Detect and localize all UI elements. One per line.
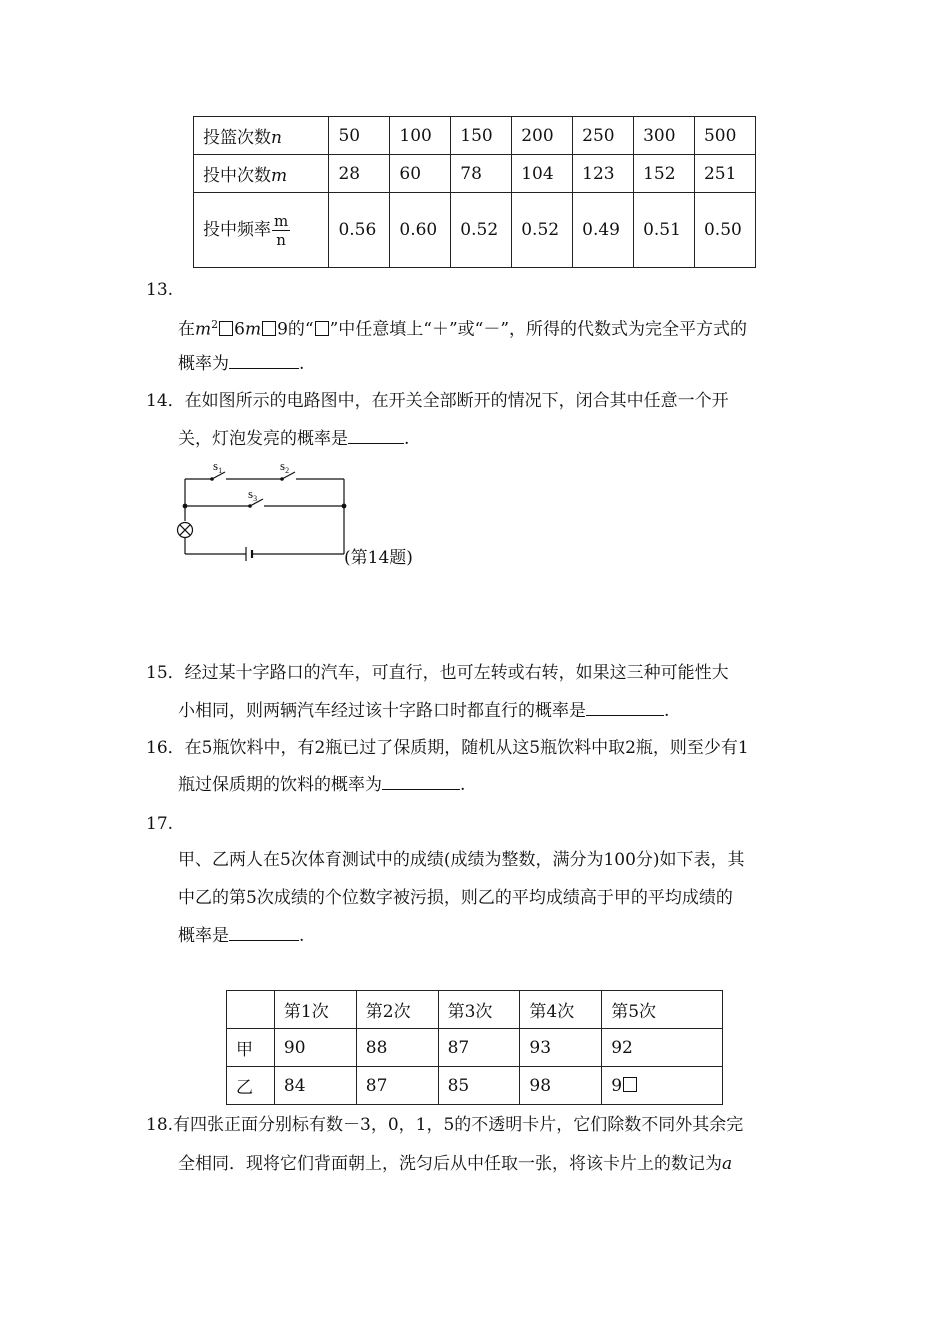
table-cell: 0.52 (451, 193, 512, 268)
question-15-line1: 15．经过某十字路口的汽车，可直行，也可左转或右转，如果这三种可能性大 (146, 663, 729, 683)
table-cell: 0.50 (694, 193, 755, 268)
table-cell: 100 (390, 117, 451, 155)
figure-14-caption: (第14题) (344, 548, 413, 568)
table-row (227, 1067, 723, 1105)
blank-box (315, 321, 329, 336)
table-cell: 0.49 (573, 193, 634, 268)
header-cell: 第4次 (520, 991, 602, 1029)
table-cell: 85 (438, 1067, 520, 1105)
question-17-line1: 甲、乙两人在5次体育测试中的成绩(成绩为整数，满分为100分)如下表，其 (178, 850, 745, 870)
question-17-number: 17. (146, 814, 174, 834)
table-header-row (227, 991, 723, 1029)
table-cell: 251 (694, 155, 755, 193)
answer-blank (382, 773, 460, 790)
answer-blank (348, 427, 404, 444)
question-16-line1: 16．在5瓶饮料中，有2瓶已过了保质期，随机从这5瓶饮料中取2瓶，则至少有1 (146, 738, 749, 758)
smudged-digit-box (623, 1077, 637, 1092)
switch-s1-label: $s_1$ (213, 458, 223, 475)
table-cell: 500 (694, 117, 755, 155)
circuit-diagram (170, 458, 360, 568)
answer-blank (229, 352, 299, 369)
junction-dot (183, 504, 188, 509)
table-row (227, 1029, 723, 1067)
question-18-line2: 全相同．现将它们背面朝上，洗匀后从中任取一张，将该卡片上的数记为a (178, 1154, 733, 1174)
question-17-line3: 概率是 . (178, 926, 305, 946)
table-cell: 28 (329, 155, 390, 193)
table-cell: 150 (451, 117, 512, 155)
table-cell: 88 (356, 1029, 438, 1067)
blank-box (262, 321, 276, 336)
table-cell: 87 (356, 1067, 438, 1105)
battery-icon (246, 547, 252, 561)
fraction-m-over-n: $\frac{m}{n}$ (274, 211, 289, 249)
table-cell: 123 (573, 155, 634, 193)
question-16-line2: 瓶过保质期的饮料的概率为 . (178, 775, 466, 795)
table-row (194, 193, 756, 268)
question-18-line1: 18.有四张正面分别标有数－3，0，1，5的不透明卡片，它们除数不同外其余完 (146, 1115, 744, 1135)
table-cell: 0.60 (390, 193, 451, 268)
header-cell: 第3次 (438, 991, 520, 1029)
table-cell: 9 (602, 1067, 723, 1105)
blank-box (219, 321, 233, 336)
table-cell: 0.51 (634, 193, 695, 268)
switch-s3-label: $s_3$ (248, 486, 258, 503)
question-14-line2: 关，灯泡发亮的概率是 . (178, 429, 410, 449)
table-cell: 90 (274, 1029, 356, 1067)
row-label: 投中次数m (194, 155, 329, 193)
question-13-line1: 在$m^2$ 6m 9的“ ”中任意填上“＋”或“－”，所得的代数式为完全平方式的 (178, 318, 748, 340)
header-cell: 第2次 (356, 991, 438, 1029)
table-cell: 250 (573, 117, 634, 155)
lamp-icon (178, 523, 193, 538)
question-14-line1: 14．在如图所示的电路图中，在开关全部断开的情况下，闭合其中任意一个开 (146, 391, 729, 411)
table-cell: 50 (329, 117, 390, 155)
question-15-line2: 小相同，则两辆汽车经过该十字路口时都直行的概率是 . (178, 701, 670, 721)
header-cell: 第5次 (602, 991, 723, 1029)
row-label: 投篮次数n (194, 117, 329, 155)
table-cell: 92 (602, 1029, 723, 1067)
test-scores-table (226, 990, 723, 1105)
table-cell: 200 (512, 117, 573, 155)
table-cell: 0.56 (329, 193, 390, 268)
row-label: 甲 (227, 1029, 275, 1067)
table-cell: 84 (274, 1067, 356, 1105)
answer-blank (229, 924, 299, 941)
junction-dot (342, 504, 347, 509)
header-cell (227, 991, 275, 1029)
table-cell: 78 (451, 155, 512, 193)
header-cell: 第1次 (274, 991, 356, 1029)
table-row (194, 117, 756, 155)
table-cell: 152 (634, 155, 695, 193)
row-label: 投中频率 $\frac{m}{n}$ (194, 193, 329, 268)
table-cell: 87 (438, 1029, 520, 1067)
question-17-line2: 中乙的第5次成绩的个位数字被污损，则乙的平均成绩高于甲的平均成绩的 (178, 888, 733, 908)
question-13-line2: 概率为 . (178, 354, 305, 374)
table-row (194, 155, 756, 193)
table-cell: 60 (390, 155, 451, 193)
table-cell: 98 (520, 1067, 602, 1105)
table-cell: 0.52 (512, 193, 573, 268)
table-cell: 300 (634, 117, 695, 155)
table-cell: 104 (512, 155, 573, 193)
shooting-frequency-table (193, 116, 756, 268)
question-13-number: 13. (146, 280, 174, 300)
switch-s2-label: $s_2$ (280, 458, 290, 475)
table-cell: 93 (520, 1029, 602, 1067)
row-label: 乙 (227, 1067, 275, 1105)
answer-blank (586, 699, 664, 716)
